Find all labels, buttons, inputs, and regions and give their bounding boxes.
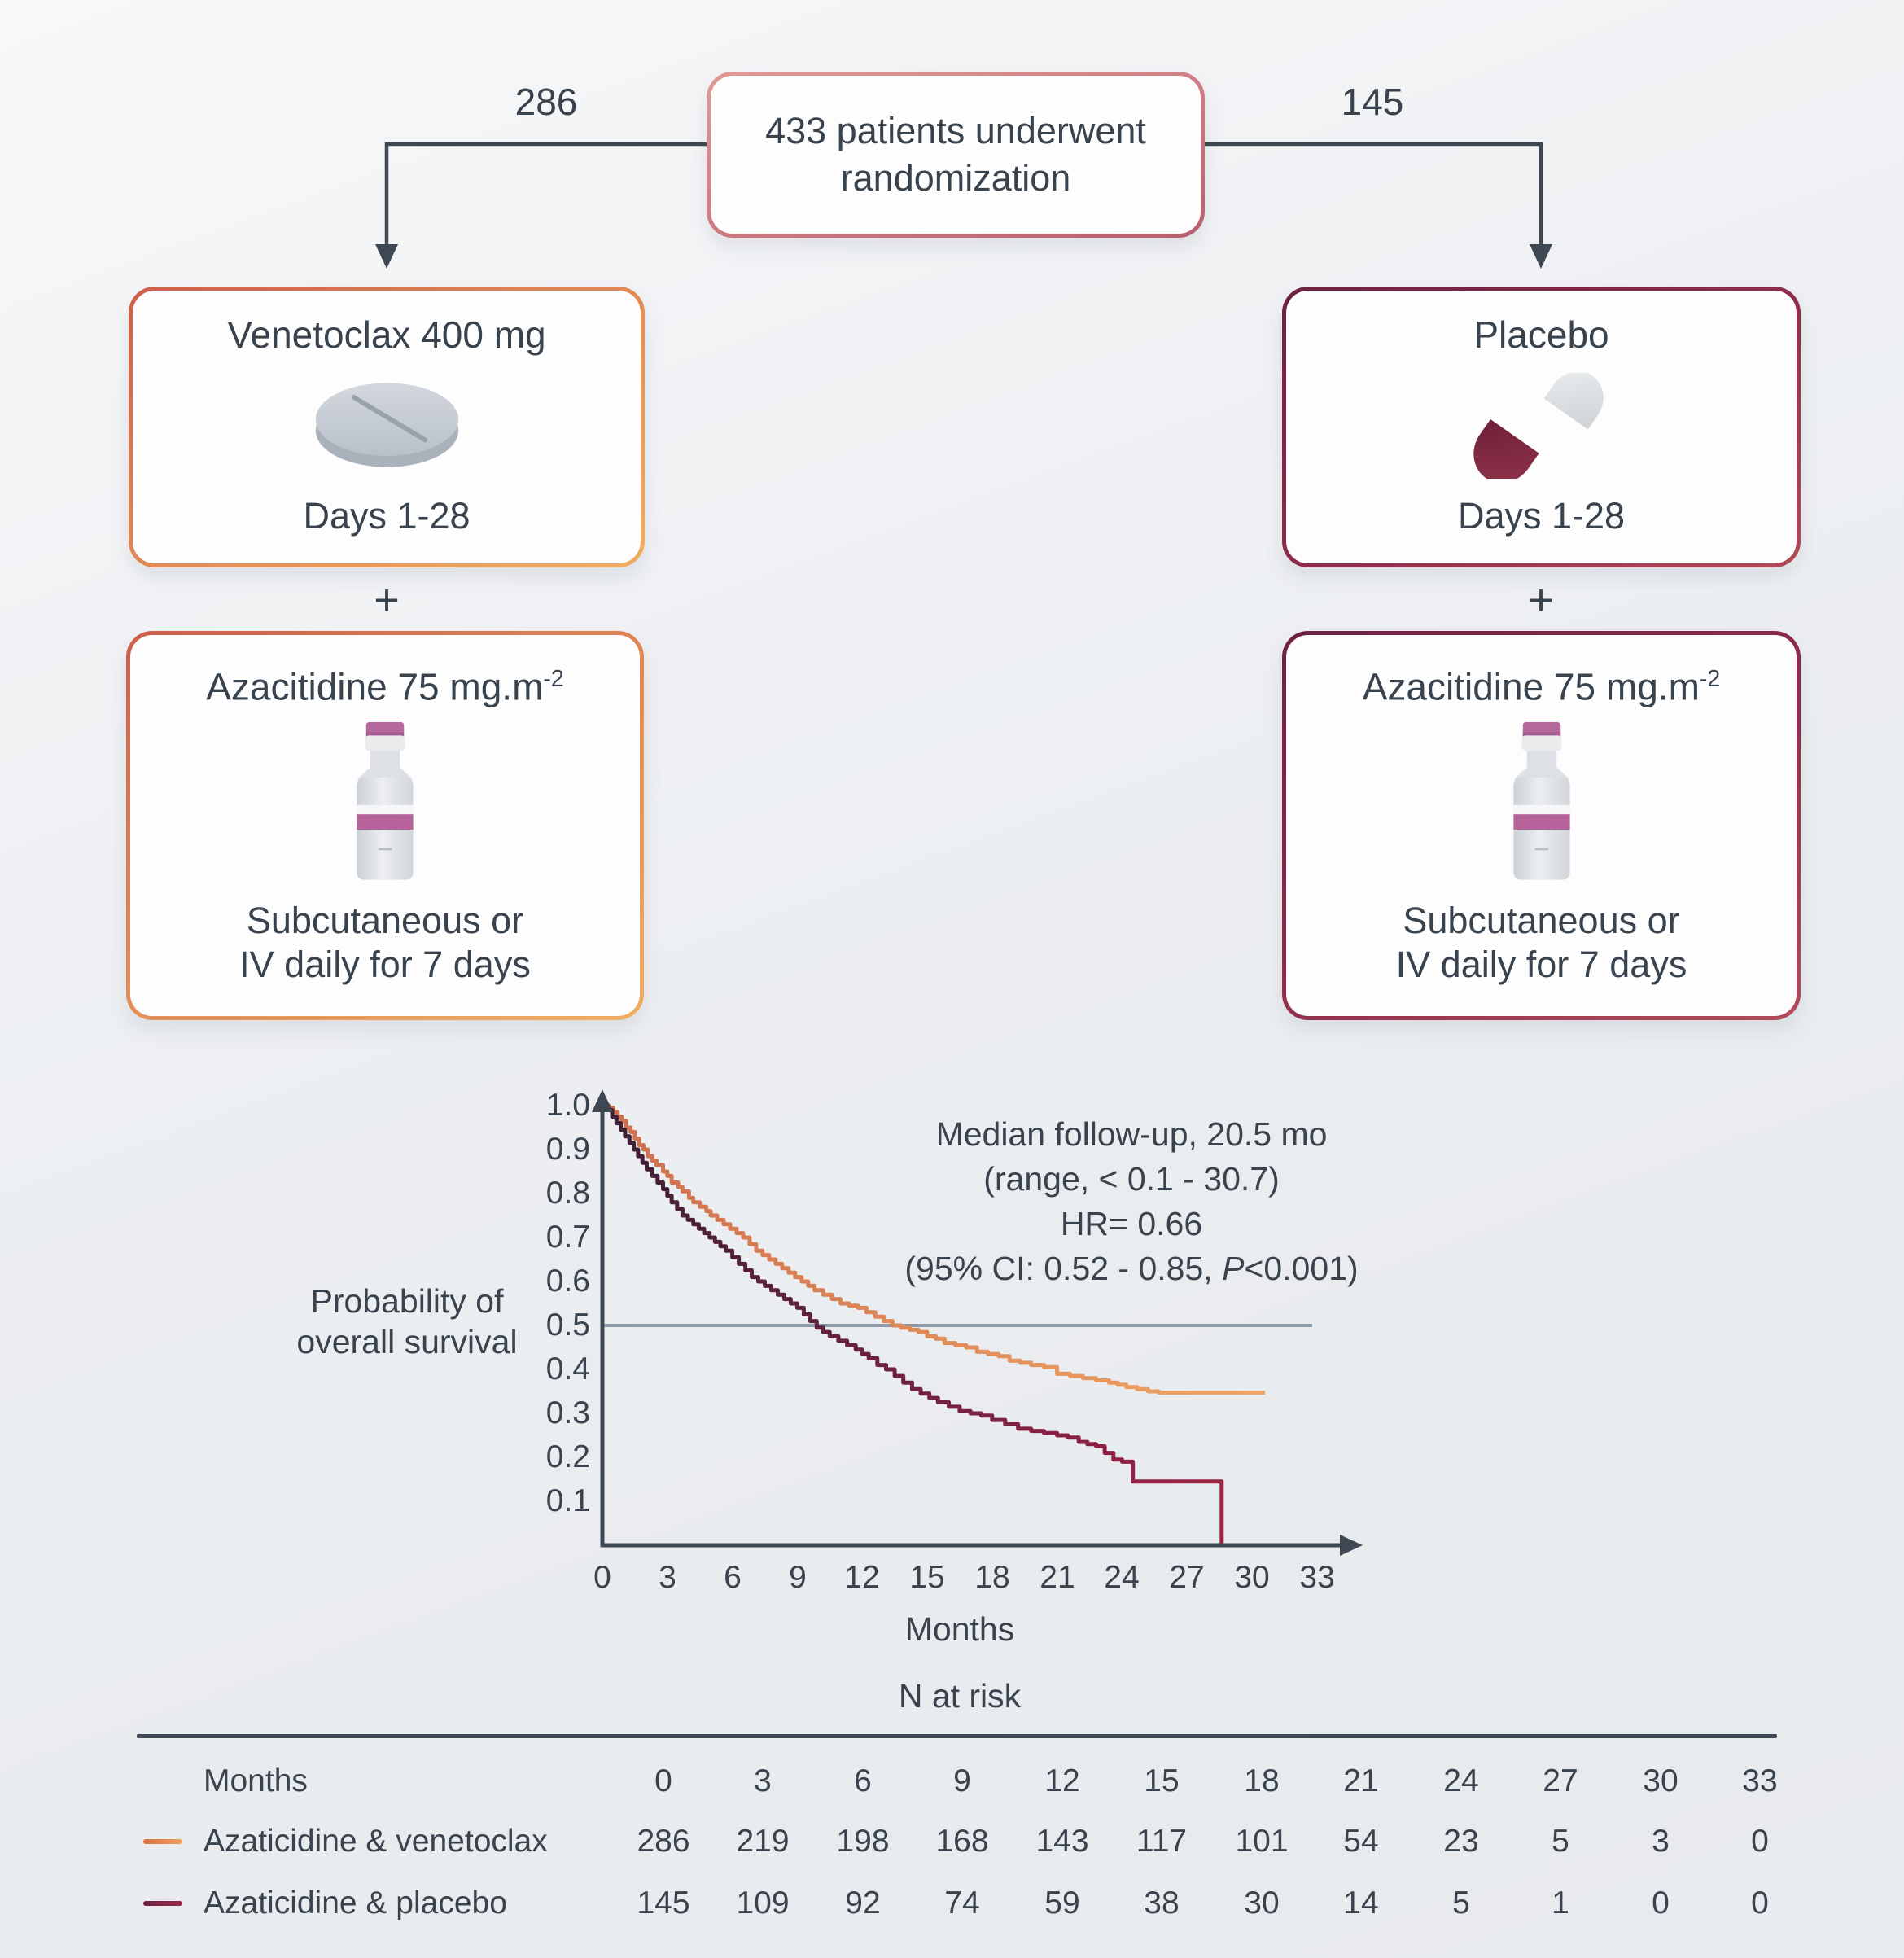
flow-arrow-left: [387, 144, 707, 246]
risk-table-header-row: [0, 1763, 1904, 1803]
annotation-confidence-interval: [830, 1246, 1433, 1291]
y-tick: 0.5: [545, 1308, 590, 1343]
risk-value: 74: [944, 1886, 980, 1921]
x-tick: 24: [1104, 1560, 1140, 1595]
y-tick: 0.8: [545, 1176, 590, 1211]
azacitidine-schedule-line1: Subcutaneous or: [246, 899, 524, 941]
placebo-legend-dash: [143, 1901, 182, 1906]
risk-value: 23: [1443, 1824, 1479, 1859]
azacitidine-title-right: [1363, 635, 1721, 707]
azacitidine-title-sup: -2: [1699, 666, 1721, 692]
y-axis-title: [269, 1281, 545, 1362]
placebo-box: [1282, 287, 1801, 567]
risk-col: 24: [1443, 1763, 1479, 1798]
right-arm-count: 145: [1341, 81, 1404, 123]
risk-col: 9: [953, 1763, 971, 1798]
risk-value: 92: [845, 1886, 881, 1921]
y-axis-title-line1: Probability of: [310, 1282, 504, 1320]
y-axis-arrowhead: [592, 1089, 613, 1112]
x-axis-title: Months: [904, 1610, 1015, 1648]
risk-col: 0: [654, 1763, 672, 1798]
risk-col: 27: [1543, 1763, 1578, 1798]
risk-value: 117: [1136, 1824, 1188, 1859]
risk-value: 5: [1452, 1886, 1470, 1921]
risk-value: 30: [1244, 1886, 1280, 1921]
risk-value: 59: [1044, 1886, 1080, 1921]
azacitidine-title-text: Azacitidine 75 mg.m: [1362, 665, 1700, 708]
n-at-risk-title: N at risk: [898, 1677, 1022, 1715]
randomization-text: 433 patients underwent randomization: [765, 110, 1146, 199]
risk-value: 38: [1144, 1886, 1180, 1921]
y-tick: 0.3: [545, 1395, 590, 1430]
annotation-hazard-ratio: HR= 0.66: [1060, 1205, 1203, 1242]
chart-annotation: [830, 1112, 1433, 1291]
x-axis-arrowhead: [1340, 1535, 1363, 1556]
risk-value: 0: [1751, 1886, 1769, 1921]
risk-table-months-label: Months: [204, 1763, 308, 1798]
risk-col: 3: [754, 1763, 772, 1798]
x-tick: 3: [659, 1560, 676, 1595]
risk-value: 14: [1343, 1886, 1379, 1921]
risk-value: 5: [1552, 1824, 1569, 1859]
risk-col: 6: [854, 1763, 872, 1798]
capsule-icon: [1460, 373, 1623, 479]
randomization-box: [707, 72, 1205, 238]
risk-value: 286: [637, 1824, 690, 1859]
risk-value: 1: [1552, 1886, 1569, 1921]
risk-col: 18: [1244, 1763, 1280, 1798]
y-tick: 0.6: [545, 1264, 590, 1299]
risk-col: 12: [1044, 1763, 1080, 1798]
risk-value: 0: [1751, 1824, 1769, 1859]
risk-col: 33: [1742, 1763, 1778, 1798]
risk-value: 168: [935, 1824, 989, 1859]
risk-value: 109: [736, 1886, 790, 1921]
azacitidine-schedule-line1: Subcutaneous or: [1403, 899, 1680, 941]
venetoclax-title: Venetoclax 400 mg: [227, 313, 546, 356]
risk-value: 0: [1652, 1886, 1670, 1921]
risk-table-rule: [137, 1734, 1777, 1738]
risk-col: 21: [1343, 1763, 1379, 1798]
x-tick: 33: [1299, 1560, 1335, 1595]
risk-value: 198: [836, 1824, 890, 1859]
azacitidine-box-left: [126, 631, 644, 1020]
flow-arrowhead-right: [1530, 244, 1552, 269]
risk-col: 30: [1643, 1763, 1679, 1798]
risk-value: 3: [1652, 1824, 1670, 1859]
venetoclax-schedule: Days 1-28: [303, 495, 471, 537]
azacitidine-schedule-left: [239, 899, 531, 1016]
tablet-icon: [308, 377, 466, 475]
x-tick: 18: [974, 1560, 1010, 1595]
azacitidine-schedule-line2: IV daily for 7 days: [1395, 943, 1687, 985]
left-arm-count: 286: [514, 81, 578, 123]
risk-value: 143: [1035, 1824, 1089, 1859]
x-tick: 27: [1169, 1560, 1205, 1595]
azacitidine-title-text: Azacitidine 75 mg.m: [206, 665, 544, 708]
vial-icon: [1488, 719, 1595, 888]
y-axis-title-line2: overall survival: [296, 1323, 518, 1360]
venetoclax-legend-dash: [143, 1839, 182, 1844]
y-tick: 1.0: [545, 1088, 590, 1123]
vial-icon: [331, 719, 439, 888]
ci-p-symbol: P: [1222, 1250, 1245, 1287]
flow-arrow-right: [1205, 144, 1541, 246]
risk-value: 101: [1235, 1824, 1289, 1859]
x-tick: 6: [724, 1560, 742, 1595]
annotation-range: (range, < 0.1 - 30.7): [983, 1160, 1280, 1198]
risk-col: 15: [1144, 1763, 1180, 1798]
placebo-title: Placebo: [1473, 313, 1609, 356]
risk-table-row-venetoclax: [0, 1823, 1904, 1864]
venetoclax-row-label: Azaticidine & venetoclax: [204, 1824, 548, 1859]
y-tick: 0.4: [545, 1351, 590, 1386]
x-tick: 0: [593, 1560, 611, 1595]
x-tick: 12: [844, 1560, 880, 1595]
annotation-median-followup: Median follow-up, 20.5 mo: [935, 1115, 1328, 1153]
ci-text: (95% CI: 0.52 - 0.85,: [904, 1250, 1223, 1287]
azacitidine-title-sup: -2: [543, 666, 564, 692]
y-tick: 0.7: [545, 1220, 590, 1255]
x-tick: 30: [1234, 1560, 1270, 1595]
risk-value: 219: [736, 1824, 790, 1859]
risk-table-row-placebo: [0, 1885, 1904, 1925]
y-tick: 0.1: [545, 1483, 590, 1518]
azacitidine-box-right: [1282, 631, 1801, 1020]
flow-arrowhead-left: [375, 244, 398, 269]
azacitidine-title-left: [206, 635, 564, 707]
azacitidine-schedule-line2: IV daily for 7 days: [239, 943, 531, 985]
risk-value: 145: [637, 1886, 690, 1921]
x-tick: 21: [1040, 1560, 1075, 1595]
placebo-row-label: Azaticidine & placebo: [204, 1886, 507, 1921]
risk-value: 54: [1343, 1824, 1379, 1859]
y-tick: 0.2: [545, 1439, 590, 1474]
placebo-schedule: Days 1-28: [1457, 495, 1626, 537]
ci-p-value: <0.001): [1244, 1250, 1359, 1287]
plus-sign-left: +: [374, 576, 400, 624]
venetoclax-box: [129, 287, 645, 567]
x-tick: 15: [909, 1560, 945, 1595]
y-tick: 0.9: [545, 1132, 590, 1167]
x-tick: 9: [789, 1560, 807, 1595]
azacitidine-schedule-right: [1396, 899, 1687, 1016]
plus-sign-right: +: [1528, 576, 1554, 624]
